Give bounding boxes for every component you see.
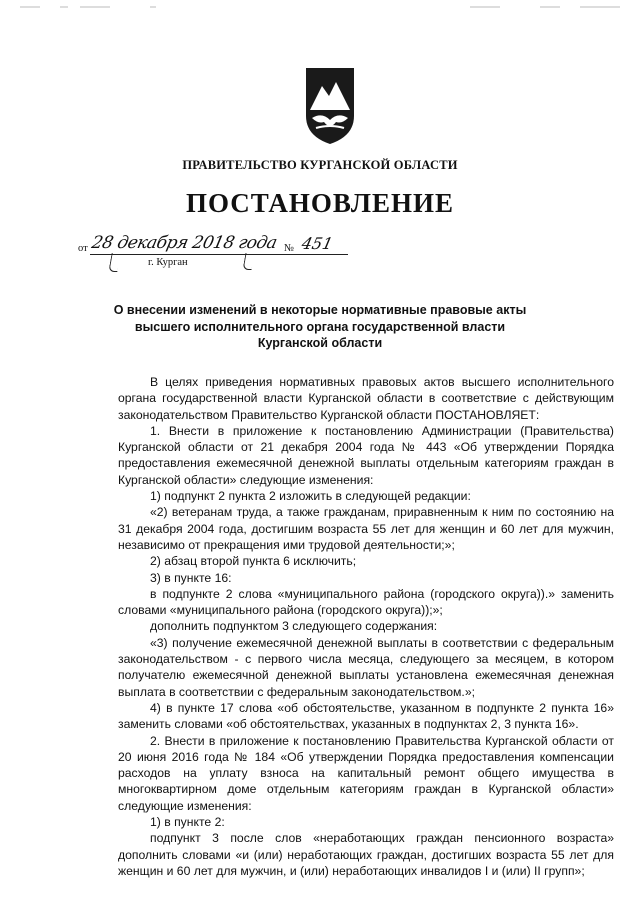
document-body bbox=[118, 374, 614, 879]
subject-line: О внесении изменений в некоторые нормативные правовые акты bbox=[113, 303, 527, 317]
handwritten-number: 451 bbox=[299, 234, 335, 253]
coat-of-arms-emblem bbox=[302, 66, 358, 146]
handwritten-date: 28 декабря 2018 года bbox=[89, 233, 279, 253]
body-paragraph: подпункт 3 после слов «неработающих граждан пенсионного возраста» дополнить словами «и (или) неработающих граждан, достигших возраста 55 лет для женщин и 60 лет для мужчин, и (или) неработающих инвалидов I и (или) II групп»; bbox=[118, 831, 614, 878]
body-paragraph: 1) в пункте 2: bbox=[150, 815, 225, 830]
body-paragraph: дополнить подпунктом 3 следующего содержания: bbox=[150, 619, 438, 634]
government-title: ПРАВИТЕЛЬСТВО КУРГАНСКОЙ ОБЛАСТИ bbox=[182, 158, 458, 172]
number-underline bbox=[298, 254, 348, 255]
body-paragraph: «3) получение ежемесячной денежной выплаты в соответствии с федеральным законодательством - с первого числа месяца, следующего за месяцем, в котором получателю ежемесячной денежной выплаты установлена ежемесячная денежная выплата в соответствии с федеральным законодательством.»; bbox=[118, 635, 614, 699]
body-paragraph: 1. Внести в приложение к постановлению Администрации (Правительства) Курганской области от 21 декабря 2004 года № 443 «Об утверждении Порядка предоставления ежемесячной денежной выплаты отдельным категориям граждан в Курганской области» следующие изменения: bbox=[118, 423, 614, 487]
document-subject bbox=[0, 302, 640, 352]
document-date-number-row bbox=[62, 233, 382, 273]
number-prefix-label: № bbox=[284, 243, 295, 254]
subject-line: высшего исполнительного органа государственной власти bbox=[134, 319, 506, 334]
date-prefix-label: от bbox=[78, 243, 88, 254]
body-paragraph: 2. Внести в приложение к постановлению Правительства Курганской области от 20 июня 2016 года № 184 «Об утверждении Порядка предоставления компенсации расходов на уплату взноса на капитальный ремонт общего имущества в многоквартирном доме отдельным категориям граждан в Курганской области» следующие изменения: bbox=[118, 733, 614, 813]
handwriting-stroke bbox=[108, 253, 120, 272]
city-label: г. Курган bbox=[148, 257, 188, 268]
body-paragraph: «2) ветеранам труда, а также гражданам, приравненным к ним по состоянию на 31 декабря 2004 года, достигшим возраста 55 лет для женщин и 60 лет для мужчин, независимо от прекращения ими трудовой деятельности;»; bbox=[118, 505, 614, 552]
body-paragraph: 1) подпункт 2 пункта 2 изложить в следующей редакции: bbox=[150, 489, 471, 504]
body-paragraph: 3) в пункте 16: bbox=[150, 570, 232, 585]
body-paragraph: В целях приведения нормативных правовых актов высшего исполнительного органа государственной власти Курганской области в соответствие с действующим законодательством Правительство Курганской области ПОСТАНОВЛЯЕТ: bbox=[118, 375, 614, 422]
document-type-heading: ПОСТАНОВЛЕНИЕ bbox=[185, 188, 455, 218]
handwriting-stroke bbox=[243, 253, 255, 270]
body-paragraph: в подпункте 2 слова «муниципального района (городского округа)).» заменить словами «муниципального района (городского округа));»; bbox=[118, 586, 614, 618]
subject-line: Курганской области bbox=[257, 336, 383, 350]
scan-artifacts bbox=[0, 4, 640, 10]
body-paragraph: 2) абзац второй пункта 6 исключить; bbox=[150, 554, 357, 569]
date-underline bbox=[90, 254, 308, 255]
body-paragraph: 4) в пункте 17 слова «об обстоятельстве, указанном в подпункте 2 пункта 16» заменить словами «об обстоятельствах, указанных в подпунктах 2, 3 пункта 16». bbox=[118, 700, 614, 732]
